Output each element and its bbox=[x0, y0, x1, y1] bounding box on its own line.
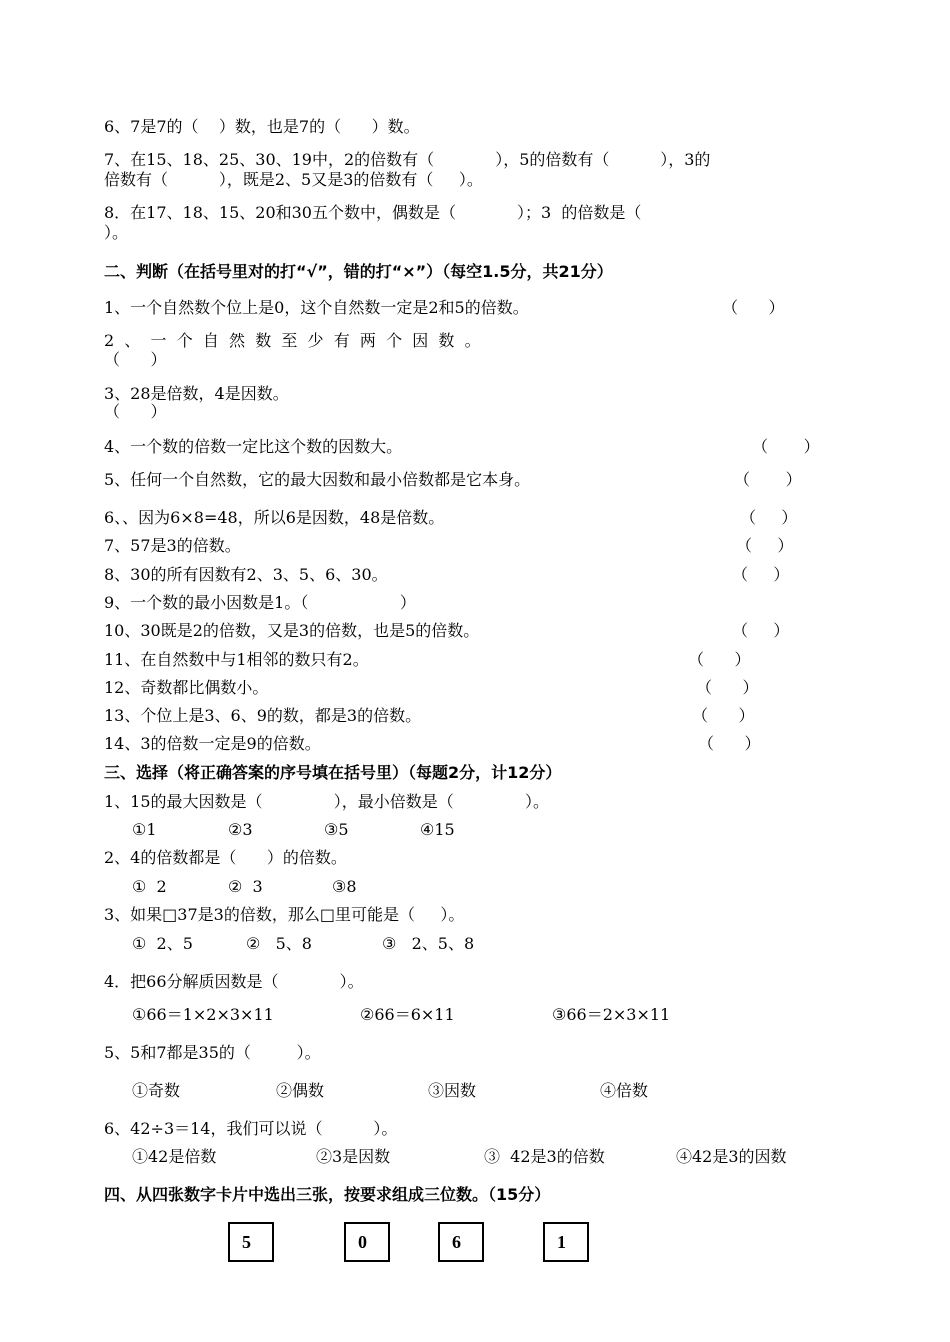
judge-item-5: 5、任何一个自然数，它的最大因数和最小倍数都是它本身。 bbox=[104, 470, 531, 489]
choice-2-option-1[interactable]: ① 2 bbox=[132, 877, 167, 896]
choice-6-option-4[interactable]: ④42是3的因数 bbox=[676, 1147, 787, 1166]
choice-2-option-3[interactable]: ③8 bbox=[332, 877, 357, 896]
choice-3-option-1[interactable]: ① 2、5 bbox=[132, 934, 193, 953]
section-2-heading: 二、判断（在括号里对的打“√”，错的打“×”）（每空1.5分，共21分） bbox=[104, 262, 613, 281]
judge-item-6: 6、、因为6×8=48，所以6是因数，48是倍数。 bbox=[104, 508, 445, 527]
judge-paren-11[interactable]: （ ） bbox=[688, 650, 751, 669]
choice-6-option-1[interactable]: ①42是倍数 bbox=[132, 1147, 217, 1166]
judge-paren-4[interactable]: （ ） bbox=[752, 437, 820, 456]
choice-3-option-2[interactable]: ② 5、8 bbox=[246, 934, 312, 953]
choice-5-option-3[interactable]: ③因数 bbox=[428, 1081, 477, 1100]
choice-question-2: 2、4的倍数都是（ ）的倍数。 bbox=[104, 848, 347, 867]
choice-4-option-1[interactable]: ①66＝1×2×3×11 bbox=[132, 1005, 274, 1024]
number-card-1: 1 bbox=[543, 1222, 589, 1262]
judge-paren-8[interactable]: （ ） bbox=[732, 565, 790, 584]
judge-paren-13[interactable]: （ ） bbox=[692, 706, 755, 725]
question-1-8-line1: 8．在17、18、15、20和30五个数中，偶数是（ ）；3 的倍数是（ bbox=[104, 203, 642, 222]
choice-5-option-2[interactable]: ②偶数 bbox=[276, 1081, 325, 1100]
choice-1-option-1[interactable]: ①1 bbox=[132, 820, 157, 839]
choice-question-5: 5、5和7都是35的（ ）。 bbox=[104, 1043, 321, 1062]
choice-3-option-3[interactable]: ③ 2、5、8 bbox=[382, 934, 475, 953]
question-1-6: 6、7是7的（ ）数，也是7的（ ）数。 bbox=[104, 117, 420, 136]
judge-item-11: 11、在自然数中与1相邻的数只有2。 bbox=[104, 650, 369, 669]
choice-question-3: 3、如果□37是3的倍数，那么□里可能是（ ）。 bbox=[104, 905, 465, 924]
judge-item-3: 3、28是倍数，4是因数。 bbox=[104, 384, 289, 403]
choice-6-option-2[interactable]: ②3是因数 bbox=[316, 1147, 391, 1166]
judge-paren-10[interactable]: （ ） bbox=[732, 621, 790, 640]
judge-item-7: 7、57是3的倍数。 bbox=[104, 536, 241, 555]
choice-1-option-3[interactable]: ③5 bbox=[324, 820, 349, 839]
choice-4-option-2[interactable]: ②66＝6×11 bbox=[360, 1005, 455, 1024]
number-card-6: 6 bbox=[438, 1222, 484, 1262]
section-3-heading: 三、选择（将正确答案的序号填在括号里）（每题2分，计12分） bbox=[104, 763, 562, 782]
question-1-7-line1: 7、在15、18、25、30、19中，2的倍数有（ ），5的倍数有（ ），3的 bbox=[104, 150, 711, 169]
judge-item-9: 9、一个数的最小因数是1。（ ） bbox=[104, 593, 416, 612]
choice-1-option-4[interactable]: ④15 bbox=[420, 820, 455, 839]
choice-2-option-2[interactable]: ② 3 bbox=[228, 877, 263, 896]
judge-item-8: 8、30的所有因数有2、3、5、6、30。 bbox=[104, 565, 388, 584]
judge-paren-12[interactable]: （ ） bbox=[696, 678, 759, 697]
choice-question-1: 1、15的最大因数是（ ），最小倍数是（ ）。 bbox=[104, 792, 549, 811]
choice-6-option-3[interactable]: ③ 42是3的倍数 bbox=[484, 1147, 605, 1166]
question-1-8-line2: ）。 bbox=[104, 223, 129, 242]
judge-paren-7[interactable]: （ ） bbox=[736, 536, 794, 555]
judge-item-14: 14、3的倍数一定是9的倍数。 bbox=[104, 734, 321, 753]
choice-4-option-3[interactable]: ③66＝2×3×11 bbox=[552, 1005, 671, 1024]
judge-item-10: 10、30既是2的倍数，又是3的倍数，也是5的倍数。 bbox=[104, 621, 480, 640]
judge-paren-2[interactable]: （ ） bbox=[104, 350, 167, 369]
judge-item-12: 12、奇数都比偶数小。 bbox=[104, 678, 269, 697]
number-card-0: 0 bbox=[344, 1222, 390, 1262]
judge-paren-14[interactable]: （ ） bbox=[698, 734, 761, 753]
judge-item-2: 2 、 一 个 自 然 数 至 少 有 两 个 因 数 。 bbox=[104, 331, 481, 350]
choice-5-option-1[interactable]: ①奇数 bbox=[132, 1081, 181, 1100]
section-4-heading: 四、从四张数字卡片中选出三张，按要求组成三位数。（15分） bbox=[104, 1185, 551, 1204]
choice-question-6: 6、42÷3＝14，我们可以说（ ）。 bbox=[104, 1119, 398, 1138]
judge-paren-1[interactable]: （ ） bbox=[722, 298, 785, 317]
choice-1-option-2[interactable]: ②3 bbox=[228, 820, 253, 839]
judge-paren-5[interactable]: （ ） bbox=[734, 470, 802, 489]
number-card-5: 5 bbox=[228, 1222, 274, 1262]
judge-paren-6[interactable]: （ ） bbox=[740, 508, 798, 527]
choice-5-option-4[interactable]: ④倍数 bbox=[600, 1081, 649, 1100]
judge-item-1: 1、一个自然数个位上是0，这个自然数一定是2和5的倍数。 bbox=[104, 298, 529, 317]
question-1-7-line2: 倍数有（ ），既是2、5又是3的倍数有（ ）。 bbox=[104, 170, 483, 189]
judge-item-4: 4、一个数的倍数一定比这个数的因数大。 bbox=[104, 437, 403, 456]
judge-item-13: 13、个位上是3、6、9的数，都是3的倍数。 bbox=[104, 706, 422, 725]
judge-paren-3[interactable]: （ ） bbox=[104, 402, 167, 421]
choice-question-4: 4．把66分解质因数是（ ）。 bbox=[104, 972, 364, 991]
